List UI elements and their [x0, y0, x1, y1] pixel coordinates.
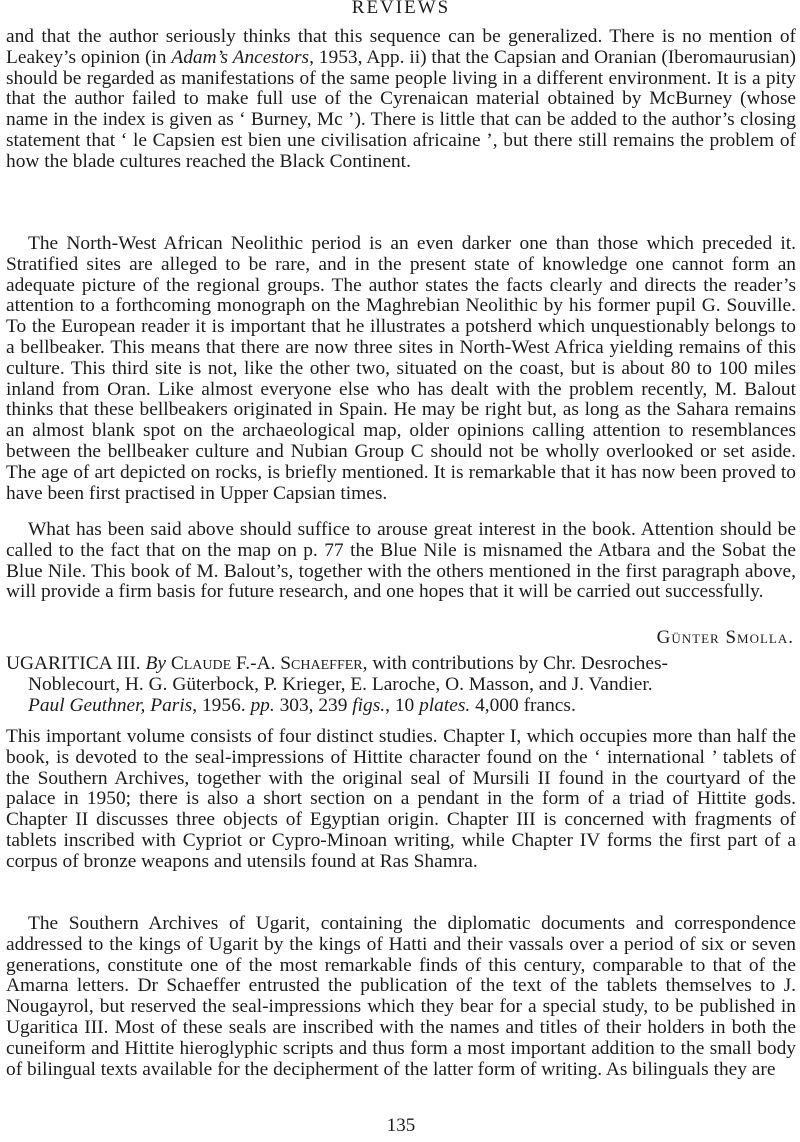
paragraph-volume-overview: This important volume consists of four distinct studies. Chapter I, which occupies more than half the book, is devoted to the seal-impressions of Hittite character found on the ‘ international ’ tablets of the Southern Archives, together with the original seal of Mursili II found in the courtyard of the palace in 1950; there is also a short section on a pendant in the form of a triad of Hittite gods. Chapter II discusses three objects of Egyptian origin. Chapter III is concerned with fragments of tablets inscribed with Cypriot or Cypro-Minoan writing, while Chapter IV forms the first part of a corpus of bronze weapons and utensils found at Ras Shamra.: [6, 726, 796, 872]
entry-plates-count: , 10: [385, 694, 420, 716]
entry-by: By: [145, 653, 166, 674]
entry-publisher: Paul Geuthner, Paris: [28, 694, 193, 716]
document-page: [6, 0, 796, 1142]
entry-details-line: [6, 675, 796, 717]
reviewer-name: Günter Smolla.: [656, 627, 794, 648]
review-entry-heading: [6, 654, 796, 716]
p1-text-b: , 1953, App. ii) that the Capsian and Oranian (Iberomaurusian) should be regarded as manifestations of the same people living in a different environment. It is a pity that the author failed to make full use of the Cyrenaican material obtained by McBurney (whose name in the index is given as ‘ Burney, Mc ’). There is little that can be added to the author’s closing statement that ‘ le Capsien est bien une civilisation africaine ’, but there still remains the problem of how the blade cultures reached the Black Continent.: [6, 46, 796, 172]
entry-figs: figs.: [352, 694, 386, 716]
entry-contributors-2: Noblecourt, H. G. Güterbock, P. Krieger, E. Laroche, O. Masson, and J. Vandier.: [28, 673, 653, 695]
entry-plates: plates.: [419, 694, 471, 716]
p1-text-a: and that the author seriously thinks that this sequence can be generalized. There is no mention of Leakey’s opinion (in: [6, 26, 796, 68]
book-title-adams-ancestors: Adam’s Ancestors: [171, 46, 310, 68]
entry-title: UGARITICA III.: [6, 653, 141, 674]
page-number: 135: [386, 1115, 416, 1136]
entry-year: , 1956.: [192, 694, 246, 716]
paragraph-conclusion: What has been said above should suffice to arouse great interest in the book. Attention should be called to the fact that on the map on p. 77 the Blue Nile is misnamed the Atbara and the Sobat the Blue Nile. This book of M. Balout’s, together with the others mentioned in the first paragraph above, will provide a firm basis for future research, and one hopes that it will be carried out successfully.: [6, 519, 796, 603]
entry-author: Claude F.-A. Schaeffer: [170, 653, 363, 674]
running-head: REVIEWS: [351, 0, 451, 18]
entry-contributors-1: , with contributions by Chr. Desroches-: [362, 653, 668, 674]
reviewer-signature: [657, 627, 794, 649]
entry-pp: pp.: [250, 694, 275, 716]
paragraph-continuation: [6, 27, 796, 173]
paragraph-southern-archives: The Southern Archives of Ugarit, containing the diplomatic documents and correspondence addressed to the kings of Ugarit by the kings of Hatti and their vassals over a period of six or seven generations, constitute one of the most remarkable finds of this century, comparable to that of the Amarna letters. Dr Schaeffer entrusted the publication of the text of the tablets themselves to J. Nougayrol, but reserved the seal-impressions which they bear for a special study, to be published in Ugaritica III. Most of these seals are inscribed with the names and titles of their holders in both the cuneiform and Hittite hieroglyphic scripts and thus form a most important addition to the small body of bilingual texts available for the decipherment of the latter form of writing. As bilinguals they are: [6, 913, 796, 1080]
paragraph-neolithic: The North-West African Neolithic period is an even darker one than those which preceded it. Stratified sites are alleged to be rare, and in the present state of knowledge one cannot form an adequate picture of the regional groups. The author states the facts clearly and directs the reader’s attention to a forthcoming monograph on the Maghrebian Neolithic by his former pupil G. Souville. To the European reader it is important that he illustrates a potsherd which unquestionably belongs to a bellbeaker. This means that there are now three sites in North-West Africa yielding remains of this culture. This third site is not, like the other two, situated on the coast, but is about 80 to 100 miles inland from Oran. Like almost everyone else who has dealt with the problem recently, M. Balout thinks that these bellbeakers originated in Spain. He may be right but, as long as the Sahara remains an almost blank spot on the archaeological map, older opinions calling attention to resemblances between the bellbeaker culture and Nubian Group C should not be wholly overlooked or set aside. The age of art depicted on rocks, is briefly mentioned. It is remarkable that it has now been proved to have been first practised in Upper Capsian times.: [6, 233, 796, 504]
entry-pages: 303, 239: [274, 694, 353, 716]
entry-price: 4,000 francs.: [470, 694, 576, 716]
